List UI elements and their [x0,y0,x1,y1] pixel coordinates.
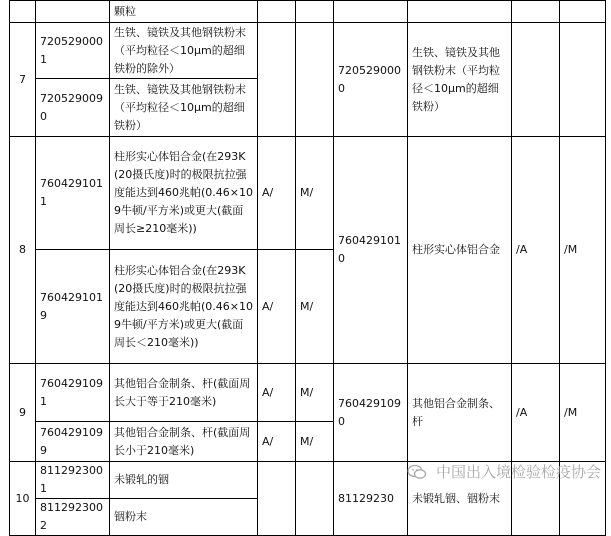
new-code: 7205290000 [334,23,408,137]
old-code: 8112923001 [36,462,110,499]
old-regulation-1: A/ [258,422,296,462]
row-number: 7 [10,23,36,137]
new-description: 柱形实心体铝合金 [408,137,512,364]
old-code: 7205290090 [36,79,110,137]
row-number: 9 [10,364,36,462]
old-code: 7604291099 [36,422,110,462]
old-description: 其他铝合金制条、杆(截面周长大于等于210毫米) [110,364,258,422]
old-regulation-1: A/ [258,137,296,250]
old-regulation-2: M/ [296,137,334,250]
old-description: 铟粉末 [110,499,258,536]
cell-no [10,1,36,23]
new-description: 其他铝合金制条、杆 [408,364,512,462]
old-description: 生铁、镜铁及其他钢铁粉末（平均粒径＜10μm的超细铁粉） [110,79,258,137]
table-row [10,1,606,23]
old-regulation-2: M/ [296,250,334,364]
old-code: 7604291011 [36,137,110,250]
old-description: 柱形实心体铝合金(在293K(20摄氏度)时的极限抗拉强度能达到460兆帕(0.46×109牛顿/平方米)或更大(截面周长＜210毫米)) [110,250,258,364]
table-row [10,364,606,422]
old-description: 生铁、镜铁及其他钢铁粉末（平均粒径＜10μm的超细铁粉的除外） [110,23,258,79]
new-code: 81129230 [334,462,408,536]
new-description: 未锻轧铟、铟粉末 [408,462,512,536]
old-code: 7604291019 [36,250,110,364]
cell-desc: 颗粒 [110,1,258,23]
table-row [10,137,606,250]
table-row [10,23,606,79]
old-regulation-2: M/ [296,422,334,462]
new-regulation-2: /M [560,364,606,462]
old-code: 7604291091 [36,364,110,422]
cell-code [36,1,110,23]
wechat-icon [407,464,427,480]
old-regulation-2: M/ [296,364,334,422]
new-regulation-1: /A [512,364,560,462]
new-description: 生铁、镜铁及其他钢铁粉末（平均粒径＜10μm的超细铁粉） [408,23,512,137]
new-regulation-1: /A [512,137,560,364]
old-regulation-1: A/ [258,250,296,364]
new-regulation-2: /M [560,137,606,364]
old-code: 8112923002 [36,499,110,536]
new-code: 7604291090 [334,364,408,462]
new-code: 7604291010 [334,137,408,364]
row-number: 10 [10,462,36,536]
watermark-text: 中国出入境检验检疫协会 [435,463,601,481]
old-code: 7205290001 [36,23,110,79]
tariff-table [9,0,606,536]
watermark [407,461,601,482]
old-description: 未锻轧的铟 [110,462,258,499]
old-regulation-1: A/ [258,364,296,422]
old-description: 其他铝合金制条、杆(截面周长小于210毫米) [110,422,258,462]
old-description: 柱形实心体铝合金(在293K(20摄氏度)时的极限抗拉强度能达到460兆帕(0.46×109牛顿/平方米)或更大(截面周长≥210毫米)) [110,137,258,250]
row-number: 8 [10,137,36,364]
